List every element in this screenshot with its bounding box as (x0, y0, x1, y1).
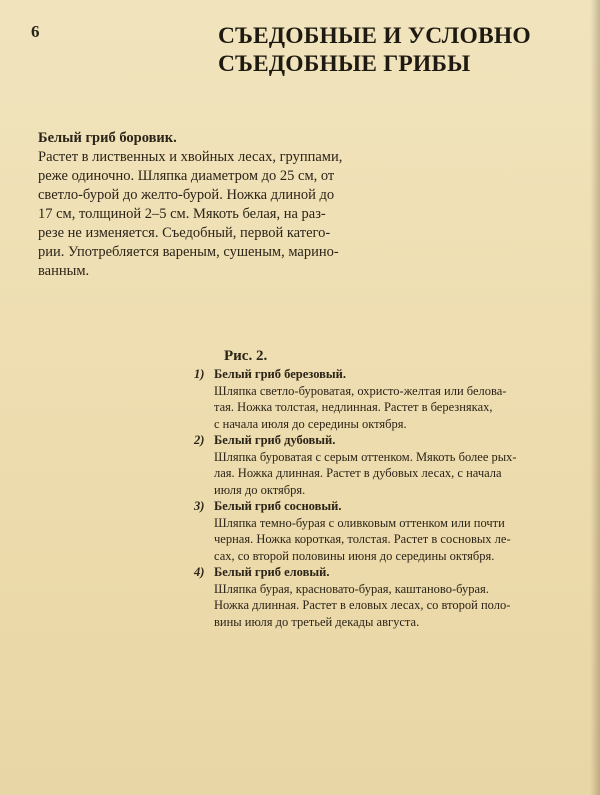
text-line: лая. Ножка длинная. Растет в дубовых лесах, с начала (214, 466, 502, 480)
species-text (38, 148, 398, 281)
text-line: вины июля до третьей декады августа. (214, 614, 420, 629)
figure-item-name: Белый гриб березовый. (214, 367, 346, 381)
figure-item (194, 366, 574, 432)
text-line: резе не изменяется. Съедобный, первой катего- (38, 225, 331, 241)
text-line: Шляпка темно-бурая с оливковым оттенком или почти (214, 515, 505, 530)
figure-item-number: 1) (194, 367, 205, 381)
figure-item-text (214, 449, 574, 499)
text-line: 17 см, толщиной 2–5 см. Мякоть белая, на раз- (38, 206, 326, 222)
species-description (38, 129, 398, 281)
text-line: Шляпка светло-буроватая, охристо-желтая или белова- (214, 383, 507, 398)
figure-item-name: Белый гриб еловый. (214, 565, 330, 579)
text-line: черная. Ножка короткая, толстая. Растет в сосновых ле- (214, 532, 511, 546)
figure-item-text (214, 581, 574, 631)
text-line: ванным. (38, 263, 90, 279)
figure-title: Рис. 2. (224, 348, 268, 364)
page-number: 6 (31, 22, 40, 41)
text-line: сах, со второй половины июня до середины октября. (214, 548, 495, 563)
figure-caption (194, 347, 574, 630)
figure-item-name: Белый гриб дубовый. (214, 433, 336, 447)
text-line: тая. Ножка толстая, недлинная. Растет в березняках, (214, 400, 493, 414)
chapter-title-line: СЪЕДОБНЫЕ ГРИБЫ (218, 51, 471, 77)
page-edge-shadow (590, 0, 600, 795)
figure-item-text (214, 383, 574, 433)
figure-item (194, 564, 574, 630)
text-line: Растет в лиственных и хвойных лесах, группами, (38, 149, 343, 165)
figure-item-number: 4) (194, 565, 205, 579)
text-line: Шляпка бурая, красновато-бурая, каштаново-бурая. (214, 581, 489, 596)
figure-item-text (214, 515, 574, 565)
text-line: с начала июля до середины октября. (214, 416, 407, 431)
text-line: Шляпка буроватая с серым оттенком. Мякоть более рых- (214, 449, 517, 464)
figure-item-number: 2) (194, 433, 205, 447)
text-line: реже одиночно. Шляпка диаметром до 25 см, от (38, 168, 335, 184)
species-name: Белый гриб боровик. (38, 130, 177, 146)
text-line: светло-бурой до желто-бурой. Ножка длиной до (38, 187, 335, 203)
figure-item-number: 3) (194, 499, 205, 513)
figure-item-name: Белый гриб сосновый. (214, 499, 342, 513)
figure-item (194, 432, 574, 498)
chapter-title-line: СЪЕДОБНЫЕ И УСЛОВНО (218, 23, 531, 49)
text-line: июля до октября. (214, 482, 306, 497)
text-line: рии. Употребляется вареным, сушеным, марино- (38, 244, 339, 260)
chapter-title (218, 22, 578, 78)
figure-item (194, 498, 574, 564)
text-line: Ножка длинная. Растет в еловых лесах, со второй поло- (214, 598, 511, 612)
